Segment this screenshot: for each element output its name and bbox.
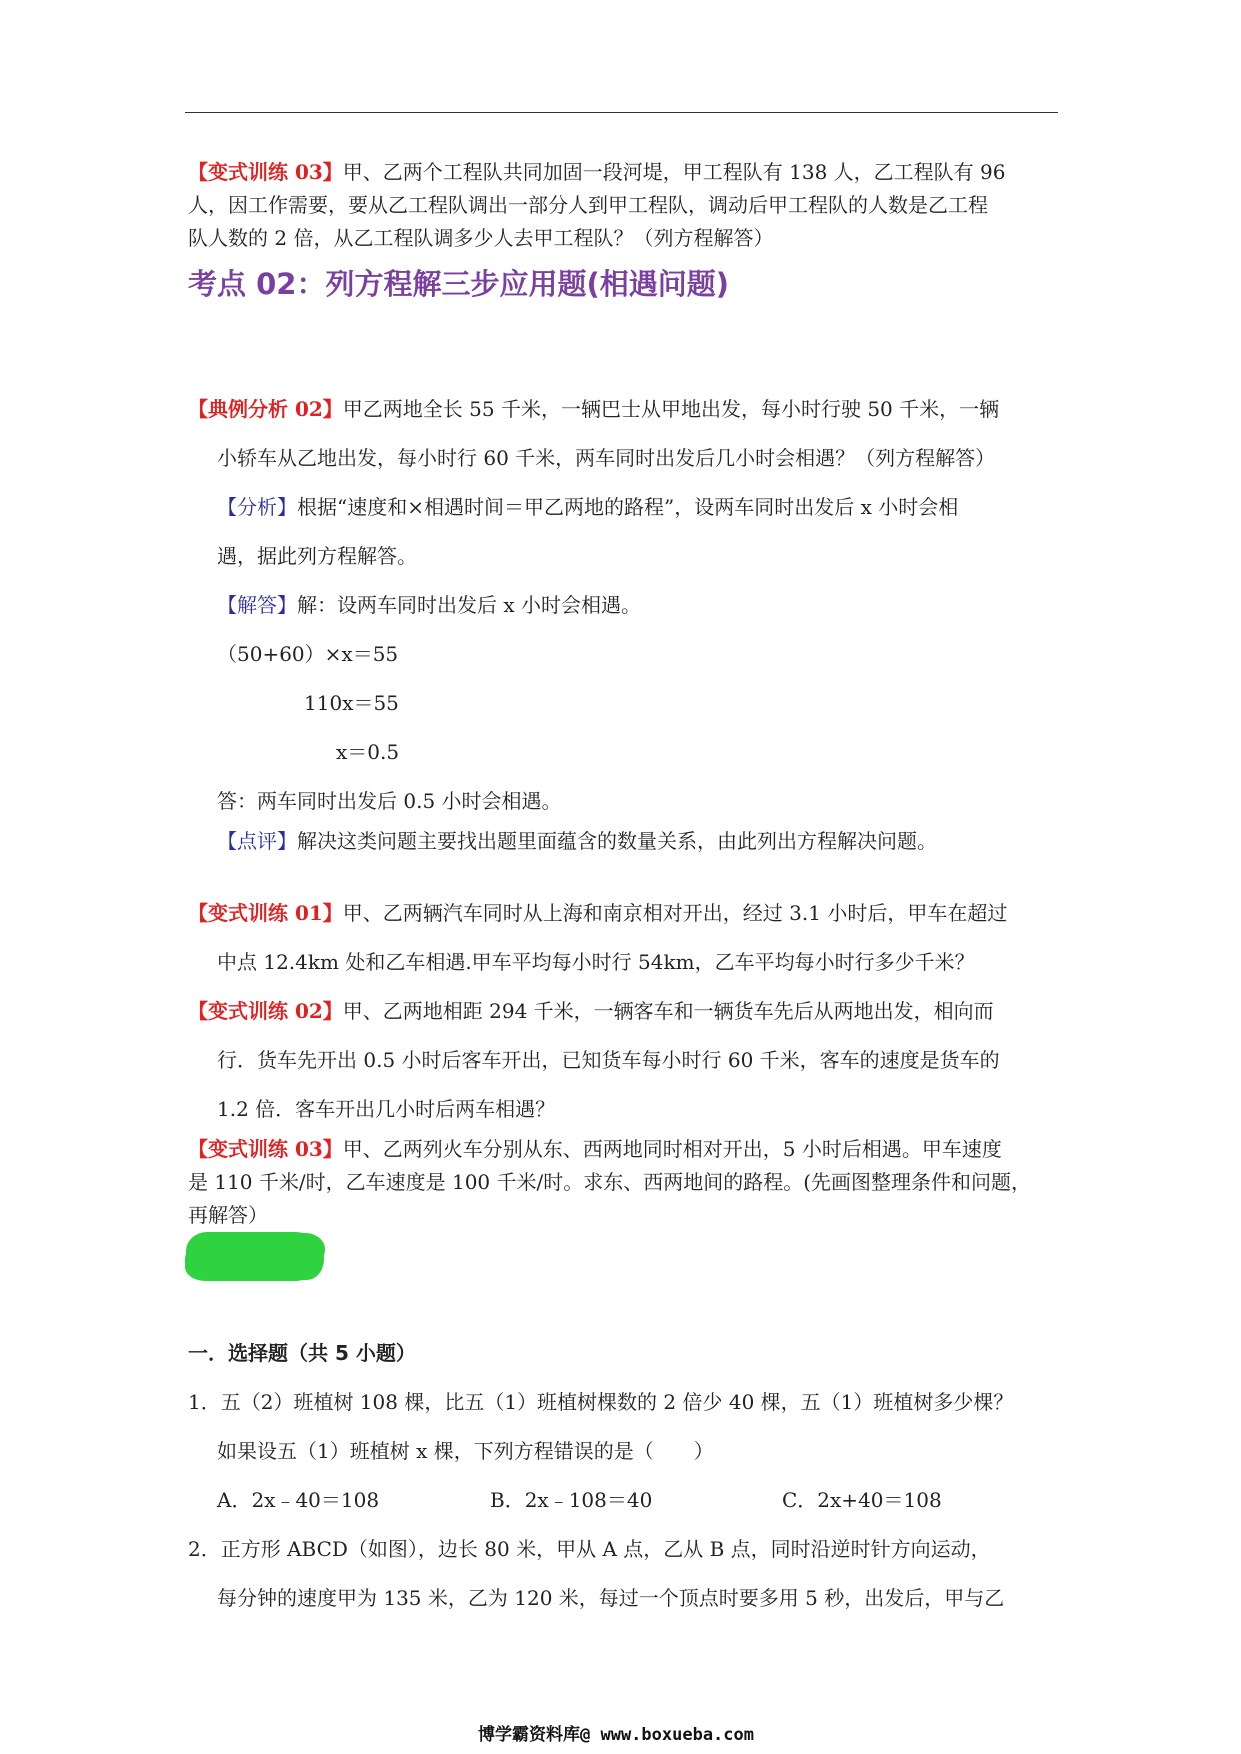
equation-3: x＝0.5	[336, 740, 400, 764]
q1-option-c[interactable]: C．2x+40＝108	[782, 1488, 942, 1512]
review-line: 【点评】解决这类问题主要找出题里面蕴含的数量关系，由此列出方程解决问题。	[217, 829, 937, 853]
exercise-top-line3: 队人数的 2 倍，从乙工程队调多少人去甲工程队？（列方程解答）	[188, 226, 774, 250]
q1-line2: 如果设五（1）班植树 x 棵，下列方程错误的是（ ）	[217, 1439, 714, 1463]
q1-option-b[interactable]: B．2x﹣108＝40	[490, 1488, 653, 1512]
example-tag: 【典例分析 02】	[188, 397, 343, 421]
variant2-line2: 行．货车先开出 0.5 小时后客车开出，已知货车每小时行 60 千米，客车的速度是货车的	[217, 1048, 1000, 1072]
solution-line: 【解答】解：设两车同时出发后 x 小时会相遇。	[217, 593, 641, 617]
solution-tag: 【解答】	[217, 593, 297, 617]
review-tag: 【点评】	[217, 829, 297, 853]
variant1-tag: 【变式训练 01】	[188, 901, 343, 925]
equation-2: 110x＝55	[304, 691, 399, 715]
variant3-line2: 是 110 千米/时，乙车速度是 100 千米/时。求东、西两地间的路程。(先画图整理条件和问题，	[188, 1170, 1032, 1194]
footer-watermark: 博学霸资料库@ www.boxueba.com	[478, 1725, 754, 1745]
analysis-line2: 遇，据此列方程解答。	[217, 544, 417, 568]
section-heading: 考点 02：列方程解三步应用题(相遇问题)	[188, 267, 729, 301]
analysis-tag: 【分析】	[217, 495, 297, 519]
q1-option-a[interactable]: A．2x﹣40＝108	[217, 1488, 380, 1512]
exercise-tag: 【变式训练 03】	[188, 160, 343, 184]
variant2-tag: 【变式训练 02】	[188, 999, 343, 1023]
variant3-tag: 【变式训练 03】	[188, 1137, 343, 1161]
exercise-top-line1: 【变式训练 03】甲、乙两个工程队共同加固一段河堤，甲工程队有 138 人，乙工程队有 96	[188, 160, 1006, 184]
exercise-top-line2: 人，因工作需要，要从乙工程队调出一部分人到甲工程队，调动后甲工程队的人数是乙工程	[188, 193, 988, 217]
variant1-line1: 【变式训练 01】甲、乙两辆汽车同时从上海和南京相对开出，经过 3.1 小时后，甲车在超过	[188, 901, 1008, 925]
header-rule	[185, 112, 1058, 113]
variant1-line2: 中点 12.4km 处和乙车相遇.甲车平均每小时行 54km，乙车平均每小时行多少千米？	[217, 950, 975, 974]
example-line2: 小轿车从乙地出发，每小时行 60 千米，两车同时出发后几小时会相遇？（列方程解答）	[217, 446, 996, 470]
analysis-line1: 【分析】根据“速度和×相遇时间＝甲乙两地的路程”，设两车同时出发后 x 小时会相	[217, 495, 959, 519]
q1-line1: 1．五（2）班植树 108 棵，比五（1）班植树棵数的 2 倍少 40 棵，五（1）班植树多少棵？	[188, 1390, 1014, 1414]
section-title: 一．选择题（共 5 小题）	[188, 1341, 416, 1365]
variant3-line3: 再解答）	[188, 1203, 268, 1227]
answer-line: 答：两车同时出发后 0.5 小时会相遇。	[217, 789, 562, 813]
q2-line1: 2．正方形 ABCD（如图），边长 80 米，甲从 A 点，乙从 B 点，同时沿逆时针方向运动，	[188, 1537, 991, 1561]
variant3-line1: 【变式训练 03】甲、乙两列火车分别从东、西两地同时相对开出，5 小时后相遇。甲车速度	[188, 1137, 1002, 1161]
q2-line2: 每分钟的速度甲为 135 米，乙为 120 米，每过一个顶点时要多用 5 秒，出发后，甲与乙	[217, 1586, 1005, 1610]
variant2-line1: 【变式训练 02】甲、乙两地相距 294 千米，一辆客车和一辆货车先后从两地出发，相向而	[188, 999, 994, 1023]
equation-1: （50+60）×x＝55	[217, 642, 399, 666]
example-line1: 【典例分析 02】甲乙两地全长 55 千米，一辆巴士从甲地出发，每小时行驶 50 千米，一辆	[188, 397, 1000, 421]
green-highlight-mark	[186, 1232, 320, 1276]
variant2-line3: 1.2 倍．客车开出几小时后两车相遇？	[217, 1097, 556, 1121]
